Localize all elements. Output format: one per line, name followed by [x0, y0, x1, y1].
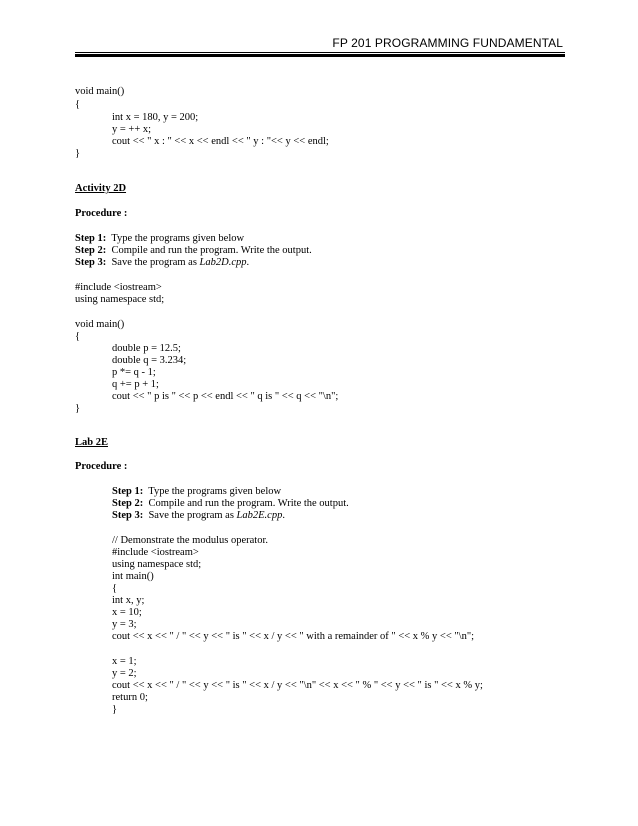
code3-line: } [112, 704, 118, 715]
code1-line: int x = 180, y = 200; [112, 112, 199, 123]
activity-2d-step-2 [75, 245, 312, 257]
code2-line: cout << " p is " << p << endl << " q is " << q << "\n"; [112, 391, 339, 402]
code2-line: } [75, 403, 81, 414]
lab-2e-step-2 [112, 498, 349, 510]
header-rule-thin [75, 52, 565, 53]
filename: Lab2D.cpp [199, 257, 247, 268]
code1-line: } [75, 148, 81, 159]
code2-line: { [75, 331, 81, 342]
step-text: Compile and run the program. Write the output. [111, 245, 312, 256]
step-label: Step 3: [112, 510, 144, 521]
step-text: Type the programs given below [111, 233, 245, 244]
code2-line: void main() [75, 319, 125, 330]
code3-line: using namespace std; [112, 559, 202, 570]
activity-2d-step-3 [75, 257, 249, 269]
step-label: Step 1: [112, 486, 144, 497]
code2-line: double q = 3.234; [112, 355, 187, 366]
activity-2d-procedure: Procedure : [75, 208, 128, 219]
lab-2e-step-1 [112, 486, 281, 498]
code1-line: void main() [75, 86, 125, 97]
code2-line: p *= q - 1; [112, 367, 156, 378]
step-text: Type the programs given below [148, 486, 282, 497]
code3-line: y = 2; [112, 668, 137, 679]
code2-line: double p = 12.5; [112, 343, 181, 354]
code3-line: #include <iostream> [112, 547, 199, 558]
lab-2e-heading: Lab 2E [75, 437, 108, 448]
code3-line: x = 1; [112, 656, 137, 667]
lab-2e-procedure: Procedure : [75, 461, 128, 472]
step-text: Save the program as [111, 257, 200, 268]
code3-line: y = 3; [112, 619, 137, 630]
activity-2d-step-1 [75, 233, 244, 245]
code3-line: cout << x << " / " << y << " is " << x / y << "\n" << x << " % " << y << " is " << x % y; [112, 680, 483, 691]
step-label: Step 2: [75, 245, 107, 256]
header-rule-thick [75, 54, 565, 57]
code3-line: x = 10; [112, 607, 142, 618]
code3-line: { [112, 583, 118, 594]
step-end: . [246, 257, 250, 268]
step-label: Step 2: [112, 498, 144, 509]
code2-line: using namespace std; [75, 294, 165, 305]
code1-line: { [75, 99, 81, 110]
code3-line: int x, y; [112, 595, 145, 606]
step-label: Step 1: [75, 233, 107, 244]
activity-2d-heading: Activity 2D [75, 183, 127, 194]
code3-line: // Demonstrate the modulus operator. [112, 535, 269, 546]
header-title: FP 201 PROGRAMMING FUNDAMENTAL [332, 36, 563, 50]
filename: Lab2E.cpp [236, 510, 283, 521]
code3-line: int main() [112, 571, 154, 582]
code2-line: #include <iostream> [75, 282, 162, 293]
code3-line: cout << x << " / " << y << " is " << x / y << " with a remainder of " << x % y << "\n"; [112, 631, 475, 642]
lab-2e-step-3 [112, 510, 285, 522]
code1-line: cout << " x : " << x << endl << " y : "<< y << endl; [112, 136, 329, 147]
code2-line: q += p + 1; [112, 379, 159, 390]
code3-line: return 0; [112, 692, 148, 703]
step-end: . [282, 510, 285, 521]
code1-line: y = ++ x; [112, 124, 152, 135]
step-text: Save the program as [148, 510, 237, 521]
step-label: Step 3: [75, 257, 107, 268]
step-text: Compile and run the program. Write the output. [148, 498, 349, 509]
